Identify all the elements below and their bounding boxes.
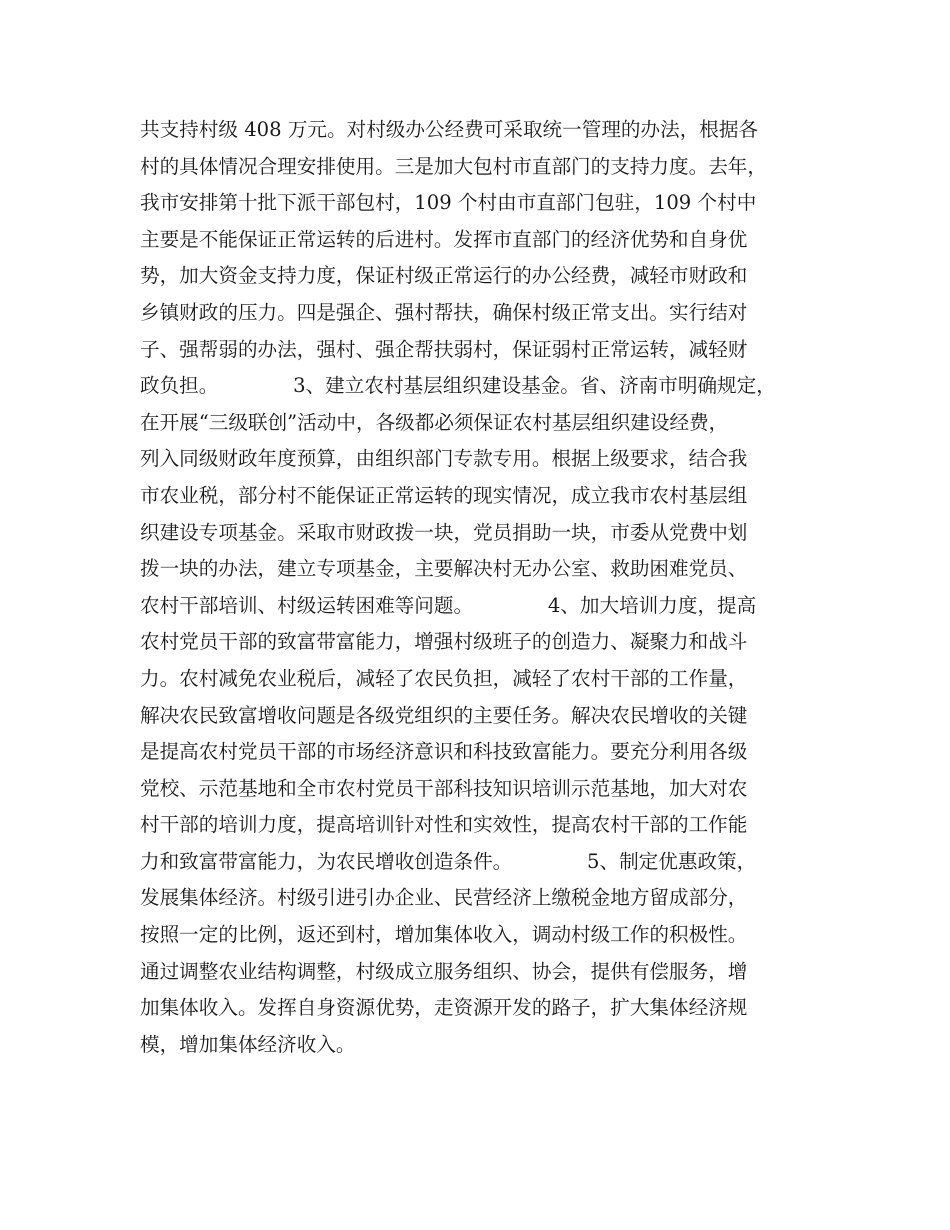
text-line: 主要是不能保证正常运转的后进村。发挥市直部门的经济优势和自身优: [140, 227, 748, 251]
text-line: 势，加大资金支持力度，保证村级正常运行的办公经费，减轻市财政和: [140, 264, 748, 288]
text-line: 拨一块的办法，建立专项基金，主要解决村无办公室、救助困难党员、: [140, 557, 748, 581]
text-line: 在开展“三级联创”活动中，各级都必须保证农村基层组织建设经费，: [140, 410, 729, 434]
text-line: 通过调整农业结构调整，村级成立服务组织、协会，提供有偿服务，增: [140, 959, 748, 983]
text-line: 村的具体情况合理安排使用。三是加大包村市直部门的支持力度。去年，: [140, 154, 767, 178]
text-line: 力。农村减免农业税后，减轻了农民负担，减轻了农村干部的工作量，: [140, 666, 748, 690]
text-line: 市农业税，部分村不能保证正常运转的现实情况，成立我市农村基层组: [140, 483, 748, 507]
text-line: 加集体收入。发挥自身资源优势，走资源开发的路子，扩大集体经济规: [140, 996, 748, 1020]
text-line: 力和致富带富能力，为农民增收创造条件。 5、制定优惠政策，: [140, 849, 757, 873]
text-line: 是提高农村党员干部的市场经济意识和科技致富能力。要充分利用各级: [140, 740, 748, 764]
text-line: 我市安排第十批下派干部包村，109 个村由市直部门包驻，109 个村中: [140, 191, 757, 215]
body-text: [140, 112, 820, 1063]
text-line: 子、强帮弱的办法，强村、强企帮扶弱村，保证弱村正常运转，减轻财: [140, 337, 748, 361]
text-line: 按照一定的比例，返还到村，增加集体收入，调动村级工作的积极性。: [140, 923, 748, 947]
text-line: 农村干部培训、村级运转困难等问题。 4、加大培训力度，提高: [140, 593, 757, 617]
text-line: 共支持村级 408 万元。对村级办公经费可采取统一管理的办法，根据各: [140, 118, 759, 141]
text-line: 乡镇财政的压力。四是强企、强村帮扶，确保村级正常支出。实行结对: [140, 300, 748, 324]
text-line: 政负担。 3、建立农村基层组织建设基金。省、济南市明确规定，: [140, 374, 776, 398]
text-line: 解决农民致富增收问题是各级党组织的主要任务。解决农民增收的关键: [140, 703, 748, 727]
text-line: 党校、示范基地和全市农村党员干部科技知识培训示范基地，加大对农: [140, 776, 748, 800]
text-line: 发展集体经济。村级引进引办企业、民营经济上缴税金地方留成部分，: [140, 886, 748, 910]
text-line: 列入同级财政年度预算，由组织部门专款专用。根据上级要求，结合我: [140, 447, 748, 471]
text-line: 农村党员干部的致富带富能力，增强村级班子的创造力、凝聚力和战斗: [140, 630, 748, 654]
text-line: 织建设专项基金。采取市财政拨一块，党员捐助一块，市委从党费中划: [140, 520, 748, 544]
text-line: 村干部的培训力度，提高培训针对性和实效性，提高农村干部的工作能: [140, 813, 748, 837]
text-line: 模，增加集体经济收入。: [140, 1032, 356, 1056]
